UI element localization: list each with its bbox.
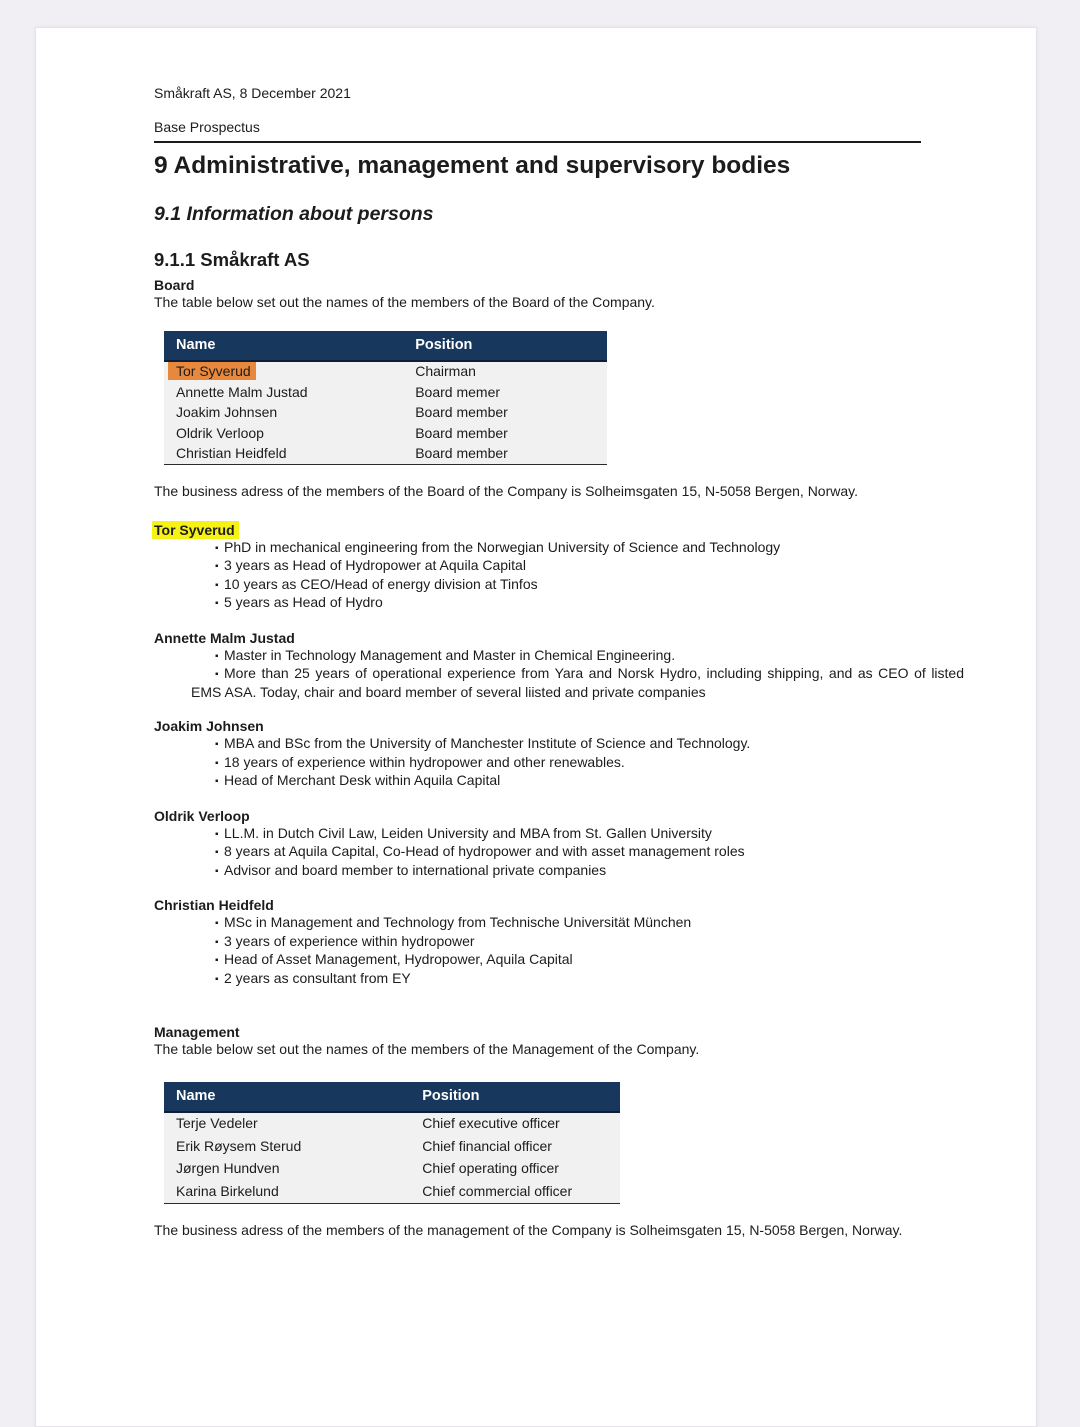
bullet-icon: ▪: [215, 579, 219, 591]
table-row: [164, 1112, 620, 1136]
bullet-icon: ▪: [215, 542, 219, 554]
chapter-heading: 9 Administrative, management and supervisory bodies: [154, 152, 791, 179]
member-name-cell: Joakim Johnsen: [164, 403, 403, 424]
table-row: [164, 423, 607, 444]
section-heading: 9.1 Information about persons: [154, 203, 434, 225]
bullet-icon: ▪: [215, 757, 219, 769]
subsection-heading: 9.1.1 Småkraft AS: [154, 249, 310, 270]
bullet-icon: ▪: [215, 847, 219, 858]
table-row: [164, 1180, 620, 1203]
board-table-header-row: [164, 331, 607, 361]
board-intro-text: The table below set out the names of the members of the Board of the Company.: [154, 294, 655, 310]
board-address-text: The business adress of the members of the Board of the Company is Solheimsgaten 15, N-5058 Bergen, Norway.: [154, 483, 858, 499]
board-col-name: Name: [164, 331, 403, 361]
bio-bullet: ▪ 18 years of experience within hydropower and other renewables.: [191, 754, 964, 773]
member-position-cell: Board member: [403, 423, 607, 444]
bio-bullet: ▪ More than 25 years of operational experience from Yara and Norsk Hydro, including shipping, and as CEO of listed EMS ASA. Today, chair and board member of several liisted and private companies: [191, 665, 964, 700]
member-name-cell: Annette Malm Justad: [164, 382, 403, 403]
bio-bullet-list: [154, 825, 964, 881]
member-name-cell: [164, 361, 403, 383]
management-table: [164, 1082, 620, 1204]
bullet-icon: ▪: [215, 776, 219, 787]
bio-person-name: Oldrik Verloop: [154, 807, 250, 824]
table-row: [164, 1135, 620, 1158]
bio-person-name: Christian Heidfeld: [154, 897, 274, 913]
table-row: [164, 444, 607, 465]
bio-bullet-list: [154, 914, 964, 988]
member-position-cell: Chief commercial officer: [410, 1180, 620, 1203]
table-row: [164, 382, 607, 403]
bullet-icon: ▪: [215, 918, 219, 929]
bullet-icon: ▪: [215, 598, 219, 609]
bio-bullet-list: [154, 647, 964, 702]
bio-bullet: ▪ Head of Asset Management, Hydropower, Aquila Capital: [191, 951, 964, 970]
board-col-position: Position: [403, 331, 607, 361]
bio-list: [154, 521, 984, 989]
bio-bullet-list: [154, 539, 964, 613]
bio-bullet: ▪ 3 years of experience within hydropower: [191, 933, 964, 952]
member-name-cell: Terje Vedeler: [164, 1112, 410, 1136]
bio-bullet: ▪ Advisor and board member to international private companies: [191, 862, 964, 881]
table-row: [164, 403, 607, 424]
bullet-icon: ▪: [215, 650, 219, 662]
bio-section: [154, 629, 984, 702]
bio-person-name: [154, 521, 984, 539]
bio-section: [154, 717, 984, 791]
document-page: [35, 27, 1037, 1427]
header-divider: [154, 141, 921, 143]
management-table-header-row: [164, 1082, 620, 1112]
highlighted-name: Tor Syverud: [168, 362, 256, 380]
member-position-cell: Chief executive officer: [410, 1112, 620, 1136]
bullet-icon: ▪: [215, 865, 219, 877]
table-row: [164, 1158, 620, 1181]
bio-bullet: ▪ LL.M. in Dutch Civil Law, Leiden University and MBA from St. Gallen University: [191, 825, 964, 844]
bio-bullet: ▪ 10 years as CEO/Head of energy division at Tinfos: [191, 576, 964, 595]
document-type-label: Base Prospectus: [154, 119, 260, 135]
bullet-icon: ▪: [215, 739, 219, 750]
management-label: Management: [154, 1024, 240, 1040]
bio-section: [154, 521, 984, 613]
bio-bullet: ▪ PhD in mechanical engineering from the Norwegian University of Science and Technology: [191, 539, 964, 558]
management-col-position: Position: [410, 1082, 620, 1112]
member-name-cell: Jørgen Hundven: [164, 1158, 410, 1181]
member-position-cell: Board member: [403, 444, 607, 465]
management-intro-text: The table below set out the names of the members of the Management of the Company.: [154, 1041, 700, 1057]
bio-person-name: Joakim Johnsen: [154, 718, 264, 734]
bio-bullet: ▪ 8 years at Aquila Capital, Co-Head of hydropower and with asset management roles: [191, 843, 964, 862]
bullet-icon: ▪: [215, 936, 219, 948]
bullet-icon: ▪: [215, 561, 219, 572]
member-position-cell: Chief financial officer: [410, 1135, 620, 1158]
bio-bullet: ▪ 2 years as consultant from EY: [191, 970, 964, 989]
member-name-cell: Karina Birkelund: [164, 1180, 410, 1203]
bio-section: [154, 896, 984, 988]
member-position-cell: Board memer: [403, 382, 607, 403]
bio-bullet: ▪ 3 years as Head of Hydropower at Aquila Capital: [191, 557, 964, 576]
table-row: [164, 361, 607, 383]
board-label: Board: [154, 277, 195, 293]
bio-bullet: ▪ Master in Technology Management and Master in Chemical Engineering.: [191, 647, 964, 666]
management-block: [154, 1024, 984, 1239]
bio-bullet: ▪ MBA and BSc from the University of Manchester Institute of Science and Technology.: [191, 735, 964, 754]
member-name-cell: Erik Røysem Sterud: [164, 1135, 410, 1158]
board-table: [164, 331, 607, 466]
bullet-icon: ▪: [215, 828, 219, 840]
bio-bullet-list: [154, 735, 964, 791]
document-content: [36, 28, 984, 1239]
member-position-cell: Chief operating officer: [410, 1158, 620, 1181]
member-name-cell: Oldrik Verloop: [164, 423, 403, 444]
member-name-cell: Christian Heidfeld: [164, 444, 403, 465]
member-position-cell: Board member: [403, 403, 607, 424]
highlighted-name: Tor Syverud: [152, 521, 239, 539]
bio-person-name: Annette Malm Justad: [154, 629, 295, 646]
bullet-icon: ▪: [215, 973, 219, 985]
bio-bullet: ▪ MSc in Management and Technology from Technische Universität München: [191, 914, 964, 933]
management-col-name: Name: [164, 1082, 410, 1112]
management-address-text: The business adress of the members of the management of the Company is Solheimsgaten 15, N-5058 Bergen, Norway.: [154, 1221, 903, 1238]
bullet-icon: ▪: [215, 669, 219, 680]
bio-bullet: ▪ Head of Merchant Desk within Aquila Capital: [191, 772, 964, 791]
bullet-icon: ▪: [215, 955, 219, 966]
bio-bullet: ▪ 5 years as Head of Hydro: [191, 594, 964, 613]
bio-section: [154, 807, 984, 881]
member-position-cell: Chairman: [403, 361, 607, 383]
document-header-line: Småkraft AS, 8 December 2021: [154, 85, 351, 101]
